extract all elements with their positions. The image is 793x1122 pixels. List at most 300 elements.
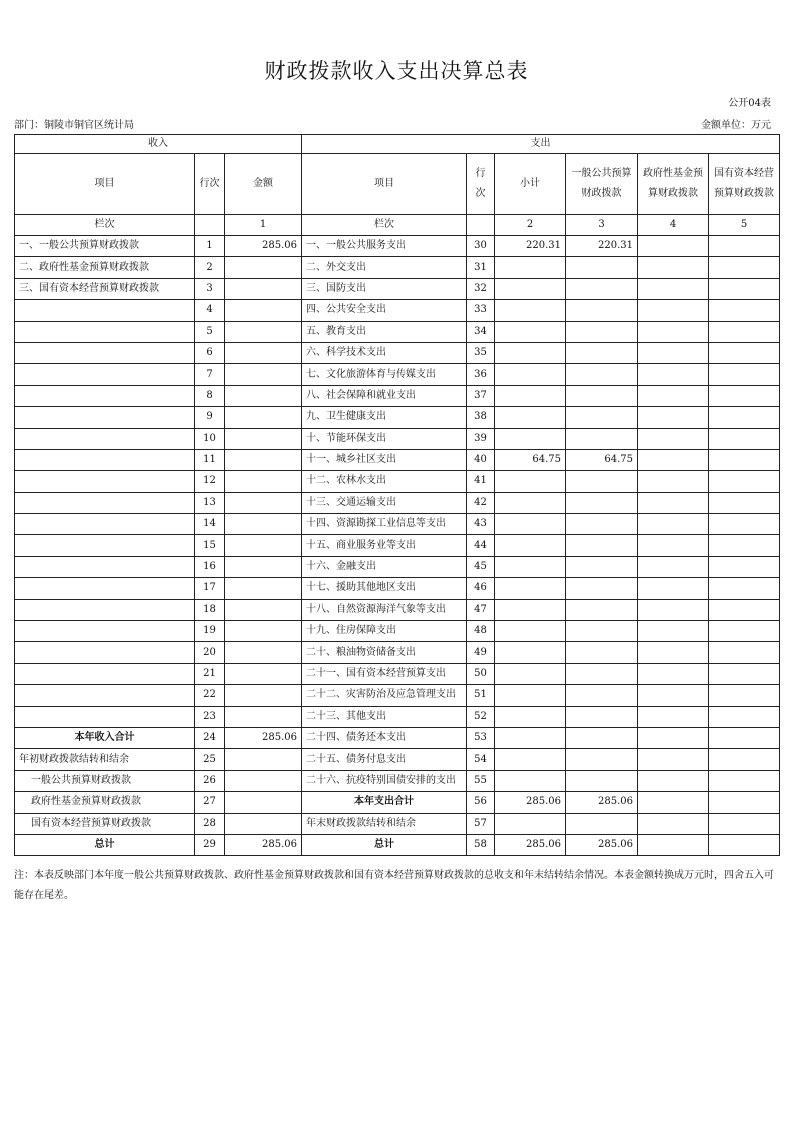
expense-row-no-cell: 41 [467, 471, 495, 492]
state-capital-cell [709, 706, 780, 727]
state-capital-cell [709, 278, 780, 299]
state-capital-cell [709, 770, 780, 791]
income-amount-cell [225, 514, 302, 535]
expense-row-no-cell: 36 [467, 364, 495, 385]
general-budget-cell [566, 621, 638, 642]
income-col-label: 栏次 [15, 215, 195, 236]
expense-item-cell: 十八、自然资源海洋气象等支出 [302, 599, 467, 620]
state-capital-cell [709, 385, 780, 406]
income-row-no-cell: 5 [195, 321, 225, 342]
income-item-cell [15, 492, 195, 513]
footnote: 注：本表反映部门本年度一般公共预算财政拨款、政府性基金预算财政拨款和国有资本经营预算财政拨款的总收支和年末结转结余情况。本表金额转换成万元时，四舍五入可能存在尾差。 [14, 870, 774, 901]
subtotal-cell [495, 770, 566, 791]
expense-row-no-cell: 42 [467, 492, 495, 513]
income-item-cell [15, 321, 195, 342]
state-capital-cell [709, 535, 780, 556]
table-row [15, 578, 780, 599]
income-item-cell [15, 514, 195, 535]
income-row-no-cell: 20 [195, 642, 225, 663]
income-amount-cell [225, 706, 302, 727]
expense-header: 支出 [302, 135, 780, 154]
gov-fund-cell [638, 257, 709, 278]
state-capital-cell [709, 364, 780, 385]
subtotal-cell: 285.06 [495, 792, 566, 813]
expense-item-cell: 七、文化旅游体育与传媒支出 [302, 364, 467, 385]
expense-item-cell: 二十四、债务还本支出 [302, 727, 467, 748]
general-budget-header: 一般公共预算财政拨款 [566, 154, 638, 215]
expense-item-cell: 本年支出合计 [302, 792, 467, 813]
table-row [15, 706, 780, 727]
subtotal-cell [495, 278, 566, 299]
gov-fund-cell [638, 449, 709, 470]
expense-item-cell: 九、卫生健康支出 [302, 407, 467, 428]
income-amount-cell [225, 300, 302, 321]
income-row-no-cell: 9 [195, 407, 225, 428]
subtotal-cell [495, 257, 566, 278]
income-row-no-cell: 3 [195, 278, 225, 299]
table-row [15, 342, 780, 363]
income-amount-cell [225, 578, 302, 599]
table-row [15, 236, 780, 257]
gov-fund-cell [638, 770, 709, 791]
income-item-cell [15, 407, 195, 428]
expense-row-no-cell: 38 [467, 407, 495, 428]
income-item-header: 项目 [15, 154, 195, 215]
income-row-no-cell: 8 [195, 385, 225, 406]
income-row-no-cell: 22 [195, 685, 225, 706]
income-item-cell [15, 642, 195, 663]
general-budget-cell [566, 471, 638, 492]
income-item-cell: 二、政府性基金预算财政拨款 [15, 257, 195, 278]
subtotal-cell [495, 321, 566, 342]
col-num-2: 2 [495, 215, 566, 236]
state-capital-cell [709, 599, 780, 620]
expense-row-no-cell: 46 [467, 578, 495, 599]
income-row-no-cell: 14 [195, 514, 225, 535]
table-row [15, 471, 780, 492]
expense-item-cell: 三、国防支出 [302, 278, 467, 299]
col-num-3: 3 [566, 215, 638, 236]
expense-item-cell: 二、外交支出 [302, 257, 467, 278]
subtotal-cell [495, 342, 566, 363]
budget-summary-table [14, 134, 780, 856]
income-row-no-cell: 1 [195, 236, 225, 257]
general-budget-cell [566, 706, 638, 727]
income-header: 收入 [15, 135, 302, 154]
expense-item-cell: 八、社会保障和就业支出 [302, 385, 467, 406]
subtotal-cell [495, 685, 566, 706]
income-item-cell [15, 556, 195, 577]
state-capital-cell [709, 492, 780, 513]
expense-item-cell: 一、一般公共服务支出 [302, 236, 467, 257]
expense-row-no-header: 行次 [467, 154, 495, 215]
expense-item-cell: 十九、住房保障支出 [302, 621, 467, 642]
income-item-cell [15, 385, 195, 406]
expense-item-cell: 二十五、债务付息支出 [302, 749, 467, 770]
expense-item-cell: 二十二、灾害防治及应急管理支出 [302, 685, 467, 706]
income-amount-cell [225, 770, 302, 791]
subtotal-cell [495, 813, 566, 834]
income-col-blank [195, 215, 225, 236]
col-num-1: 1 [225, 215, 302, 236]
expense-row-no-cell: 34 [467, 321, 495, 342]
state-capital-cell [709, 685, 780, 706]
table-row [15, 727, 780, 748]
table-row [15, 834, 780, 855]
gov-fund-cell [638, 492, 709, 513]
state-capital-cell [709, 792, 780, 813]
table-row [15, 278, 780, 299]
income-row-no-cell: 6 [195, 342, 225, 363]
general-budget-cell: 285.06 [566, 792, 638, 813]
subtotal-cell [495, 428, 566, 449]
subtotal-cell [495, 535, 566, 556]
expense-item-cell: 二十、粮油物资储备支出 [302, 642, 467, 663]
income-row-no-cell: 21 [195, 663, 225, 684]
income-row-no-cell: 13 [195, 492, 225, 513]
general-budget-cell [566, 599, 638, 620]
subtotal-cell [495, 471, 566, 492]
income-amount-cell [225, 599, 302, 620]
income-item-cell: 一般公共预算财政拨款 [15, 770, 195, 791]
gov-fund-cell [638, 364, 709, 385]
general-budget-cell [566, 727, 638, 748]
gov-fund-cell [638, 300, 709, 321]
general-budget-cell [566, 535, 638, 556]
income-amount-cell [225, 278, 302, 299]
income-item-cell [15, 300, 195, 321]
income-item-cell: 政府性基金预算财政拨款 [15, 792, 195, 813]
expense-item-cell: 十五、商业服务业等支出 [302, 535, 467, 556]
general-budget-cell: 220.31 [566, 236, 638, 257]
gov-fund-cell [638, 428, 709, 449]
gov-fund-cell [638, 685, 709, 706]
expense-item-cell: 六、科学技术支出 [302, 342, 467, 363]
state-capital-cell [709, 642, 780, 663]
general-budget-cell [566, 257, 638, 278]
subtotal-cell [495, 514, 566, 535]
income-item-cell [15, 428, 195, 449]
table-row [15, 428, 780, 449]
general-budget-cell [566, 321, 638, 342]
table-row [15, 492, 780, 513]
expense-col-blank [467, 215, 495, 236]
expense-item-cell: 四、公共安全支出 [302, 300, 467, 321]
gov-fund-cell [638, 792, 709, 813]
income-amount-cell [225, 321, 302, 342]
general-budget-cell [566, 278, 638, 299]
income-amount-cell [225, 621, 302, 642]
income-amount-cell [225, 535, 302, 556]
gov-fund-cell [638, 749, 709, 770]
expense-row-no-cell: 52 [467, 706, 495, 727]
income-row-no-cell: 11 [195, 449, 225, 470]
expense-row-no-cell: 58 [467, 834, 495, 855]
general-budget-cell [566, 556, 638, 577]
income-amount-cell [225, 364, 302, 385]
income-row-no-cell: 7 [195, 364, 225, 385]
expense-row-no-cell: 30 [467, 236, 495, 257]
table-row [15, 663, 780, 684]
gov-fund-cell [638, 407, 709, 428]
income-item-cell [15, 535, 195, 556]
table-row [15, 407, 780, 428]
state-capital-cell [709, 471, 780, 492]
income-amount-cell [225, 449, 302, 470]
income-amount-cell [225, 428, 302, 449]
income-amount-cell [225, 342, 302, 363]
income-item-cell [15, 621, 195, 642]
expense-row-no-cell: 56 [467, 792, 495, 813]
col-num-4: 4 [638, 215, 709, 236]
state-capital-cell [709, 257, 780, 278]
expense-item-cell: 年末财政拨款结转和结余 [302, 813, 467, 834]
expense-row-no-cell: 33 [467, 300, 495, 321]
expense-row-no-cell: 31 [467, 257, 495, 278]
income-item-cell: 国有资本经营预算财政拨款 [15, 813, 195, 834]
col-num-5: 5 [709, 215, 780, 236]
income-amount-cell: 285.06 [225, 727, 302, 748]
subtotal-cell [495, 706, 566, 727]
income-item-cell [15, 471, 195, 492]
income-row-no-cell: 28 [195, 813, 225, 834]
gov-fund-header: 政府性基金预算财政拨款 [638, 154, 709, 215]
income-row-no-cell: 10 [195, 428, 225, 449]
gov-fund-cell [638, 813, 709, 834]
income-amount-cell [225, 385, 302, 406]
income-row-no-cell: 2 [195, 257, 225, 278]
general-budget-cell [566, 514, 638, 535]
gov-fund-cell [638, 385, 709, 406]
general-budget-cell [566, 407, 638, 428]
gov-fund-cell [638, 342, 709, 363]
general-budget-cell: 285.06 [566, 834, 638, 855]
table-row [15, 321, 780, 342]
state-capital-cell [709, 578, 780, 599]
table-row [15, 642, 780, 663]
income-row-no-cell: 18 [195, 599, 225, 620]
unit-label: 金额单位：万元 [701, 120, 771, 131]
expense-row-no-cell: 32 [467, 278, 495, 299]
expense-row-no-cell: 35 [467, 342, 495, 363]
gov-fund-cell [638, 663, 709, 684]
expense-row-no-cell: 54 [467, 749, 495, 770]
gov-fund-cell [638, 642, 709, 663]
income-amount-cell [225, 492, 302, 513]
table-row [15, 792, 780, 813]
income-amount-cell [225, 685, 302, 706]
table-row [15, 685, 780, 706]
income-amount-cell [225, 792, 302, 813]
income-row-no-header: 行次 [195, 154, 225, 215]
general-budget-cell: 64.75 [566, 449, 638, 470]
income-item-cell [15, 706, 195, 727]
general-budget-cell [566, 770, 638, 791]
expense-row-no-cell: 55 [467, 770, 495, 791]
gov-fund-cell [638, 621, 709, 642]
gov-fund-cell [638, 706, 709, 727]
income-item-cell [15, 599, 195, 620]
gov-fund-cell [638, 278, 709, 299]
general-budget-cell [566, 685, 638, 706]
state-capital-cell [709, 727, 780, 748]
gov-fund-cell [638, 535, 709, 556]
subtotal-cell [495, 364, 566, 385]
table-row [15, 300, 780, 321]
table-row [15, 770, 780, 791]
table-row [15, 556, 780, 577]
table-row [15, 385, 780, 406]
expense-row-no-cell: 50 [467, 663, 495, 684]
state-capital-cell [709, 300, 780, 321]
state-capital-cell [709, 834, 780, 855]
income-item-cell: 本年收入合计 [15, 727, 195, 748]
general-budget-cell [566, 813, 638, 834]
state-capital-cell [709, 621, 780, 642]
general-budget-cell [566, 342, 638, 363]
income-row-no-cell: 23 [195, 706, 225, 727]
subtotal-cell: 285.06 [495, 834, 566, 855]
state-capital-cell [709, 428, 780, 449]
gov-fund-cell [638, 471, 709, 492]
income-item-cell: 一、一般公共预算财政拨款 [15, 236, 195, 257]
general-budget-cell [566, 749, 638, 770]
income-amount-cell [225, 257, 302, 278]
state-capital-cell [709, 407, 780, 428]
income-item-cell [15, 449, 195, 470]
income-amount-cell: 285.06 [225, 834, 302, 855]
income-item-cell: 总计 [15, 834, 195, 855]
expense-item-cell: 十三、交通运输支出 [302, 492, 467, 513]
expense-item-cell: 十六、金融支出 [302, 556, 467, 577]
income-item-cell [15, 364, 195, 385]
state-capital-cell [709, 813, 780, 834]
expense-item-cell: 二十六、抗疫特别国债安排的支出 [302, 770, 467, 791]
table-row [15, 535, 780, 556]
income-row-no-cell: 15 [195, 535, 225, 556]
subtotal-cell [495, 385, 566, 406]
expense-row-no-cell: 40 [467, 449, 495, 470]
income-row-no-cell: 27 [195, 792, 225, 813]
state-capital-cell [709, 749, 780, 770]
state-capital-cell [709, 449, 780, 470]
gov-fund-cell [638, 321, 709, 342]
state-capital-cell [709, 321, 780, 342]
income-amount-cell [225, 407, 302, 428]
gov-fund-cell [638, 514, 709, 535]
expense-item-cell: 总计 [302, 834, 467, 855]
expense-item-cell: 二十一、国有资本经营预算支出 [302, 663, 467, 684]
subtotal-cell [495, 300, 566, 321]
income-amount-cell [225, 663, 302, 684]
income-amount-cell [225, 642, 302, 663]
expense-item-cell: 二十三、其他支出 [302, 706, 467, 727]
expense-col-label: 栏次 [302, 215, 467, 236]
department-label: 部门：铜陵市铜官区统计局 [14, 120, 134, 131]
subtotal-cell [495, 407, 566, 428]
table-row [15, 749, 780, 770]
subtotal-cell [495, 492, 566, 513]
income-item-cell: 年初财政拨款结转和结余 [15, 749, 195, 770]
income-row-no-cell: 12 [195, 471, 225, 492]
subtotal-cell [495, 749, 566, 770]
income-amount-cell [225, 813, 302, 834]
subtotal-cell [495, 578, 566, 599]
table-row [15, 514, 780, 535]
expense-row-no-cell: 57 [467, 813, 495, 834]
income-amount-header: 金额 [225, 154, 302, 215]
general-budget-cell [566, 385, 638, 406]
subtotal-cell [495, 663, 566, 684]
form-number: 公开04表 [728, 98, 771, 109]
income-amount-cell [225, 749, 302, 770]
income-row-no-cell: 4 [195, 300, 225, 321]
expense-item-cell: 五、教育支出 [302, 321, 467, 342]
expense-row-no-cell: 37 [467, 385, 495, 406]
table-row [15, 257, 780, 278]
income-item-cell [15, 685, 195, 706]
gov-fund-cell [638, 599, 709, 620]
general-budget-cell [566, 428, 638, 449]
income-amount-cell: 285.06 [225, 236, 302, 257]
gov-fund-cell [638, 578, 709, 599]
table-row [15, 449, 780, 470]
subtotal-cell [495, 556, 566, 577]
gov-fund-cell [638, 236, 709, 257]
expense-item-cell: 十四、资源勘探工业信息等支出 [302, 514, 467, 535]
income-amount-cell [225, 556, 302, 577]
state-capital-cell [709, 236, 780, 257]
subtotal-cell [495, 621, 566, 642]
expense-item-cell: 十二、农林水支出 [302, 471, 467, 492]
income-item-cell [15, 663, 195, 684]
general-budget-cell [566, 300, 638, 321]
table-row [15, 813, 780, 834]
expense-item-cell: 十、节能环保支出 [302, 428, 467, 449]
gov-fund-cell [638, 727, 709, 748]
income-row-no-cell: 17 [195, 578, 225, 599]
subtotal-cell [495, 642, 566, 663]
gov-fund-cell [638, 834, 709, 855]
gov-fund-cell [638, 556, 709, 577]
expense-row-no-cell: 47 [467, 599, 495, 620]
income-row-no-cell: 16 [195, 556, 225, 577]
subtotal-header: 小计 [495, 154, 566, 215]
expense-row-no-cell: 48 [467, 621, 495, 642]
income-row-no-cell: 26 [195, 770, 225, 791]
table-row [15, 599, 780, 620]
income-row-no-cell: 29 [195, 834, 225, 855]
income-row-no-cell: 19 [195, 621, 225, 642]
expense-row-no-cell: 43 [467, 514, 495, 535]
expense-row-no-cell: 45 [467, 556, 495, 577]
income-item-cell: 三、国有资本经营预算财政拨款 [15, 278, 195, 299]
general-budget-cell [566, 663, 638, 684]
general-budget-cell [566, 642, 638, 663]
subtotal-cell [495, 727, 566, 748]
table-row [15, 621, 780, 642]
income-item-cell [15, 342, 195, 363]
general-budget-cell [566, 492, 638, 513]
state-capital-cell [709, 514, 780, 535]
subtotal-cell: 220.31 [495, 236, 566, 257]
expense-row-no-cell: 49 [467, 642, 495, 663]
state-capital-cell [709, 663, 780, 684]
income-row-no-cell: 24 [195, 727, 225, 748]
expense-row-no-cell: 53 [467, 727, 495, 748]
income-amount-cell [225, 471, 302, 492]
subtotal-cell [495, 599, 566, 620]
